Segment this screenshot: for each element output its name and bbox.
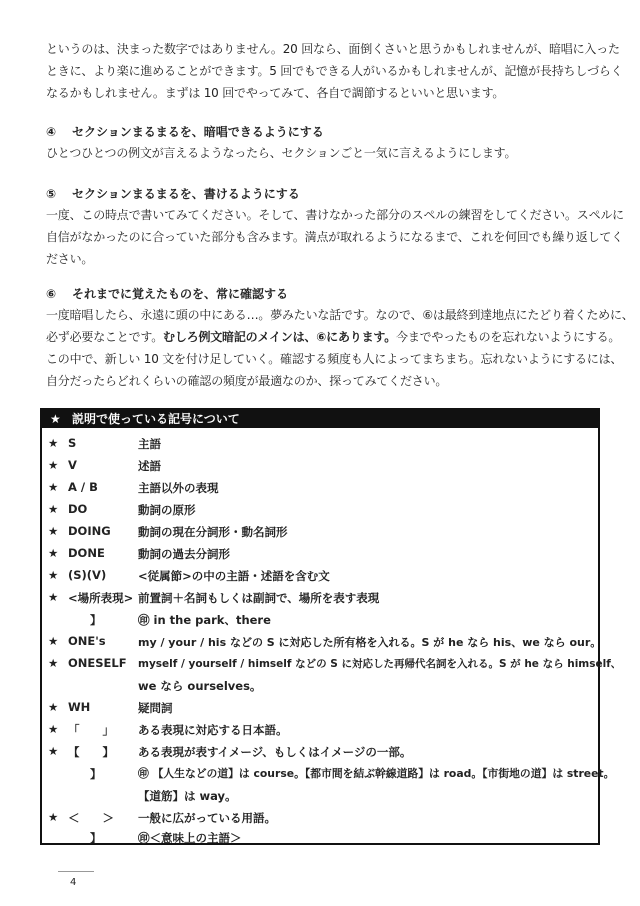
legend-desc: 動詞の原形 [138,503,196,517]
section-6-title: それまでに覚えたものを、常に確認する [72,287,289,301]
star-icon: ★ [48,656,59,670]
legend-desc: 動詞の現在分詞形・動名詞形 [138,525,288,539]
section-6-line-3: この中で、新しい 10 文を付け足していく。確認する頻度も人によってまちまち。忘れないようにするには、 [46,352,623,366]
star-icon: ★ [48,744,59,758]
legend-term: ONESELF [68,656,127,670]
legend-desc: <従属節>の中の主語・述語を含む文 [138,569,330,583]
legend-desc: 疑問詞 [138,701,173,715]
star-icon: ★ [48,436,59,450]
example-text: 【人生などの道】は course。【都市間を結ぶ幹線道路】は road。【市街地の道】は street。 [152,767,615,780]
star-icon: ★ [48,568,59,582]
legend-term: ONE's [68,634,106,648]
section-6-body [46,304,634,392]
legend-desc: ある表現が表すイメージ、もしくはイメージの一部。 [138,745,412,759]
intro-paragraph [46,38,623,104]
legend-term: <場所表現> [68,591,134,605]
intro-line-2: ときに、より楽に進めることができます。5 回でもできる人がいるかもしれませんが、記憶が長持ちしづらく [46,64,623,78]
legend-desc: ある表現に対応する日本語。 [138,723,288,737]
example-bracket: 】 [90,767,102,781]
section-5-title: セクションまるまるを、書けるようにする [72,187,300,201]
section-6-line-1: 一度暗唱したら、永遠に頭の中にある…。夢みたいな話です。なので、⑥は最終到達地点にたどり着くために、 [46,308,634,322]
section-4-title: セクションまるまるを、暗唱できるようにする [72,125,324,139]
star-icon: ★ [48,700,59,714]
page-number: 4 [70,877,77,888]
legend-desc: my / your / his などの S に対応した所有格を入れる。S が he なら his、we なら our。 [138,636,602,649]
legend-oneself-continuation: we なら ourselves。 [138,679,262,693]
section-5-number: ⑤ [46,187,57,201]
section-4-number: ④ [46,125,57,139]
example-mark-icon: ㊞ [138,613,150,627]
star-icon: ★ [48,590,59,604]
legend-desc: myself / yourself / himself などの S に対応した再帰代名詞を入れる。S が he なら himself、 [138,658,622,670]
star-icon: ★ [48,502,59,516]
legend-term: DONE [68,546,105,560]
section-6-line-2-rest: 今までやったものを忘れないようにする。 [396,330,621,344]
star-icon: ★ [48,546,59,560]
star-icon: ★ [48,458,59,472]
legend-desc: 前置詞＋名詞もしくは副詞で、場所を表す表現 [138,591,380,605]
legend-title: 説明で使っている記号について [72,412,240,426]
legend-desc: 動詞の過去分詞形 [138,547,230,561]
section-4-heading [46,122,324,142]
section-5-line-1: 一度、この時点で書いてみてください。そして、書けなかった部分のスペルの練習をしてください。スペルに [46,208,624,222]
legend-term: DO [68,502,88,516]
legend-desc: 主語以外の表現 [138,481,219,495]
section-5-line-2: 自信がなかったのに合っていた部分も含みます。満点が取れるようになるまで、これを何回でも繰り返してく [46,230,624,244]
legend-example-image-continuation: 【道筋】は way。 [138,789,237,803]
example-mark-icon: ㊞ [138,767,149,780]
intro-line-3: なるかもしれません。まずは 10 回でやってみて、各自で調節するといいと思います。 [46,86,505,100]
legend-box [40,408,622,845]
intro-line-1: というのは、決まった数字ではありません。20 回なら、面倒くさいと思うかもしれませんが、暗唱に入った [46,42,620,56]
section-6-line-4: 自分だったらどれくらいの確認の頻度が最適なのか、探ってみてください。 [46,374,448,388]
example-bracket: 】 [90,613,102,627]
star-icon: ★ [50,412,61,426]
section-6-heading [46,284,288,304]
section-6-number: ⑥ [46,287,57,301]
section-6-emphasis: むしろ例文暗記のメインは、⑥にあります。 [163,330,397,344]
legend-term: V [68,458,77,472]
star-icon: ★ [48,480,59,494]
star-icon: ★ [48,722,59,736]
star-icon: ★ [48,810,59,824]
section-4-body [46,142,602,164]
section-5-body [46,204,624,270]
section-5-line-3: ださい。 [46,252,94,266]
legend-desc: 一般に広がっている用語。 [138,811,276,825]
footer-divider [58,871,94,872]
section-4-line-1: ひとつひとつの例文が言えるようなったら、セクションごと一気に言えるようにします。 [46,146,517,160]
section-6-line-2 [46,326,621,348]
example-mark-icon: ㊞ [138,831,150,845]
legend-term: 「 」 [68,723,114,737]
legend-desc: 述語 [138,459,161,473]
star-icon: ★ [48,634,59,648]
legend-term: WH [68,700,91,714]
star-icon: ★ [48,524,59,538]
example-text: in the park、there [153,613,271,627]
legend-term: DOING [68,524,111,538]
legend-term: A / B [68,480,98,494]
section-5-heading [46,184,300,204]
legend-term: 【 】 [68,745,114,759]
section-6-line-2-start: 必ず必要なことです。 [46,330,164,344]
legend-desc: 主語 [138,437,161,451]
example-text: ＜意味上の主語＞ [149,831,242,845]
legend-header [42,410,598,428]
legend-term: S [68,436,77,450]
legend-term: ＜ ＞ [68,811,114,825]
legend-term: (S)(V) [68,568,107,582]
example-bracket: 】 [90,831,102,845]
